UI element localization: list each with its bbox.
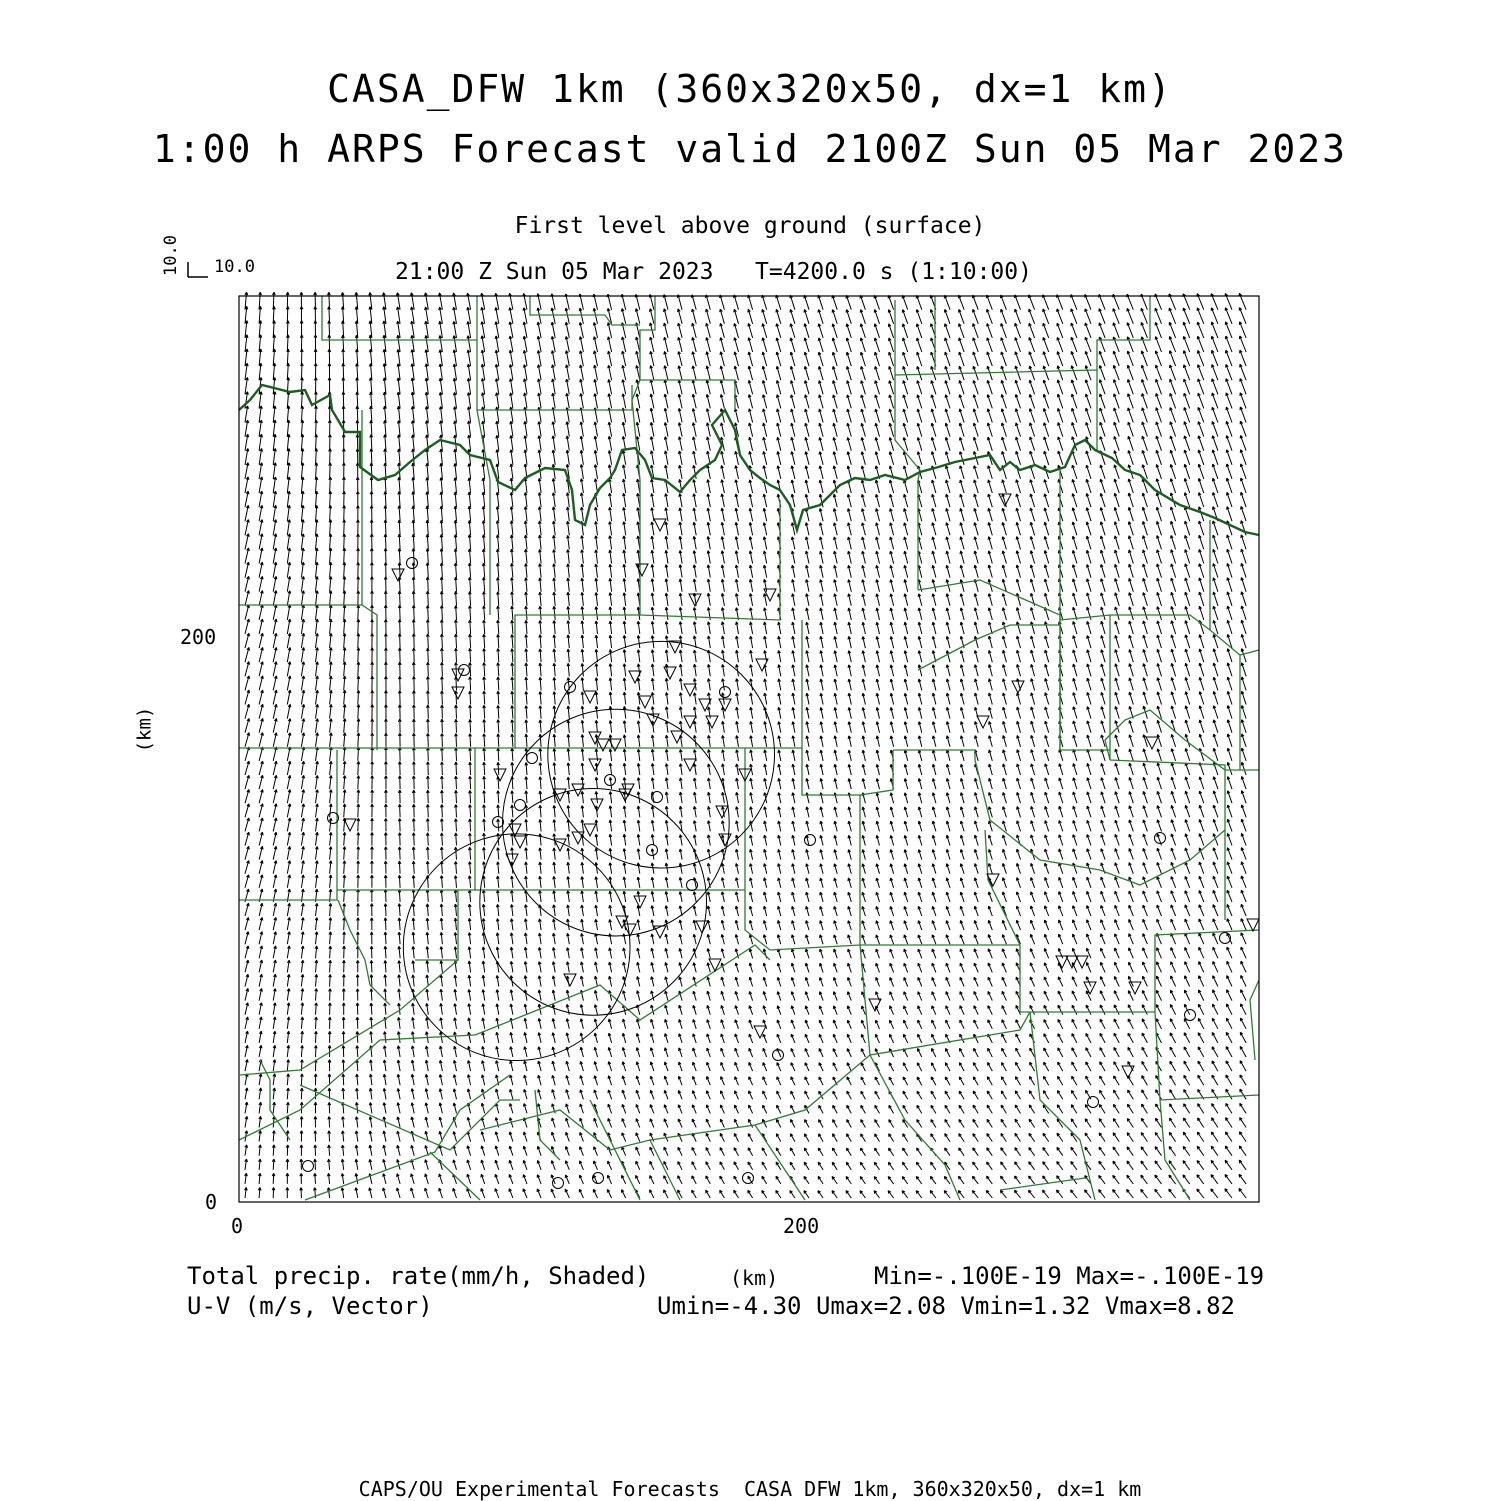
county-line-27 [1097,296,1150,450]
station-triangle-18 [584,691,596,703]
reference-vector-u-label: 10.0 [214,257,255,277]
wind-vector-field [245,292,1247,1198]
county-line-46 [480,1110,680,1200]
time-subtitle: 21:00 Z Sun 05 Mar 2023 T=4200.0 s (1:10:00) [395,259,1032,285]
county-line-12 [745,890,1020,950]
county-line-13 [1020,930,1259,1012]
radar-ring-2 [480,789,707,1016]
station-circle-4 [515,800,526,811]
station-triangle-32 [514,836,526,848]
x-axis-label: (km) [730,1266,779,1290]
county-line-18 [1060,615,1259,655]
y-tick-200: 200 [180,625,217,649]
plot-frame [239,296,1259,1202]
station-triangle-52 [1146,737,1158,749]
station-triangle-56 [1076,956,1088,968]
radar-range-rings [403,641,774,1060]
station-triangle-43 [654,926,666,938]
station-triangle-60 [1247,919,1259,931]
station-circle-11 [805,835,816,846]
station-circle-6 [605,775,616,786]
county-line-6 [515,620,802,748]
legend-shaded: Total precip. rate(mm/h, Shaded) [187,1262,650,1290]
station-circle-19 [593,1173,604,1184]
county-line-38 [338,900,390,1005]
station-circle-3 [527,753,538,764]
station-circle-10 [720,687,731,698]
county-line-50 [870,1055,960,1200]
county-line-1 [362,605,377,750]
legend-vector: U-V (m/s, Vector) [187,1292,433,1320]
county-line-48 [590,1100,640,1200]
legend-uv-stats: Umin=-4.30 Umax=2.08 Vmin=1.32 Vmax=8.82 [657,1292,1235,1320]
radar-ring-1 [403,834,630,1061]
reference-vector-v-label: 10.0 [161,235,181,276]
county-line-52 [1155,1012,1259,1100]
footer-credit: CAPS/OU Experimental Forecasts CASA DFW 1km, 360x320x50, dx=1 km [358,1477,1142,1501]
level-subtitle: First level above ground (surface) [514,213,986,239]
title-line-1: CASA_DFW 1km (360x320x50, dx=1 km) [327,67,1173,111]
station-triangle-54 [1056,956,1068,968]
wind-vector-arrows [245,292,1247,1198]
county-line-43 [300,1085,520,1150]
title-line-2: 1:00 h ARPS Forecast valid 2100Z Sun 05 Mar 2023 [152,127,1348,171]
station-triangle-8 [664,667,676,679]
station-circle-15 [1185,1010,1196,1021]
station-triangle-40 [634,896,646,908]
county-line-39 [240,890,458,1075]
county-line-24 [985,830,1020,945]
legend-minmax: Min=-.100E-19 Max=-.100E-19 [874,1262,1265,1290]
x-tick-0: 0 [231,1214,244,1238]
station-triangle-51 [977,716,989,728]
station-triangle-19 [589,732,601,744]
station-triangle-46 [564,974,576,986]
station-triangle-3 [654,519,666,531]
county-line-44 [305,1075,510,1200]
county-line-17 [918,625,1060,670]
station-circle-0 [407,558,418,569]
station-circle-21 [303,1161,314,1172]
y-tick-0: 0 [205,1190,218,1214]
station-triangle-44 [696,921,708,933]
station-circle-16 [1088,1097,1099,1108]
x-tick-200: 200 [783,1214,820,1238]
reference-vector-icon [188,262,208,277]
station-triangle-34 [494,769,506,781]
county-line-54 [1000,1178,1085,1190]
county-line-22 [1110,760,1225,920]
county-line-56 [1250,980,1259,1060]
station-triangle-45 [709,959,721,971]
station-triangle-10 [639,696,651,708]
station-triangle-39 [719,834,731,846]
station-triangle-2 [452,687,464,699]
station-triangle-14 [719,699,731,711]
station-circle-20 [553,1178,564,1189]
dryline-boundary [239,385,1259,535]
county-line-2 [239,615,640,748]
station-triangle-48 [869,999,881,1011]
station-triangle-26 [584,824,596,836]
y-axis-label: (km) [133,706,156,753]
station-triangle-20 [597,739,609,751]
